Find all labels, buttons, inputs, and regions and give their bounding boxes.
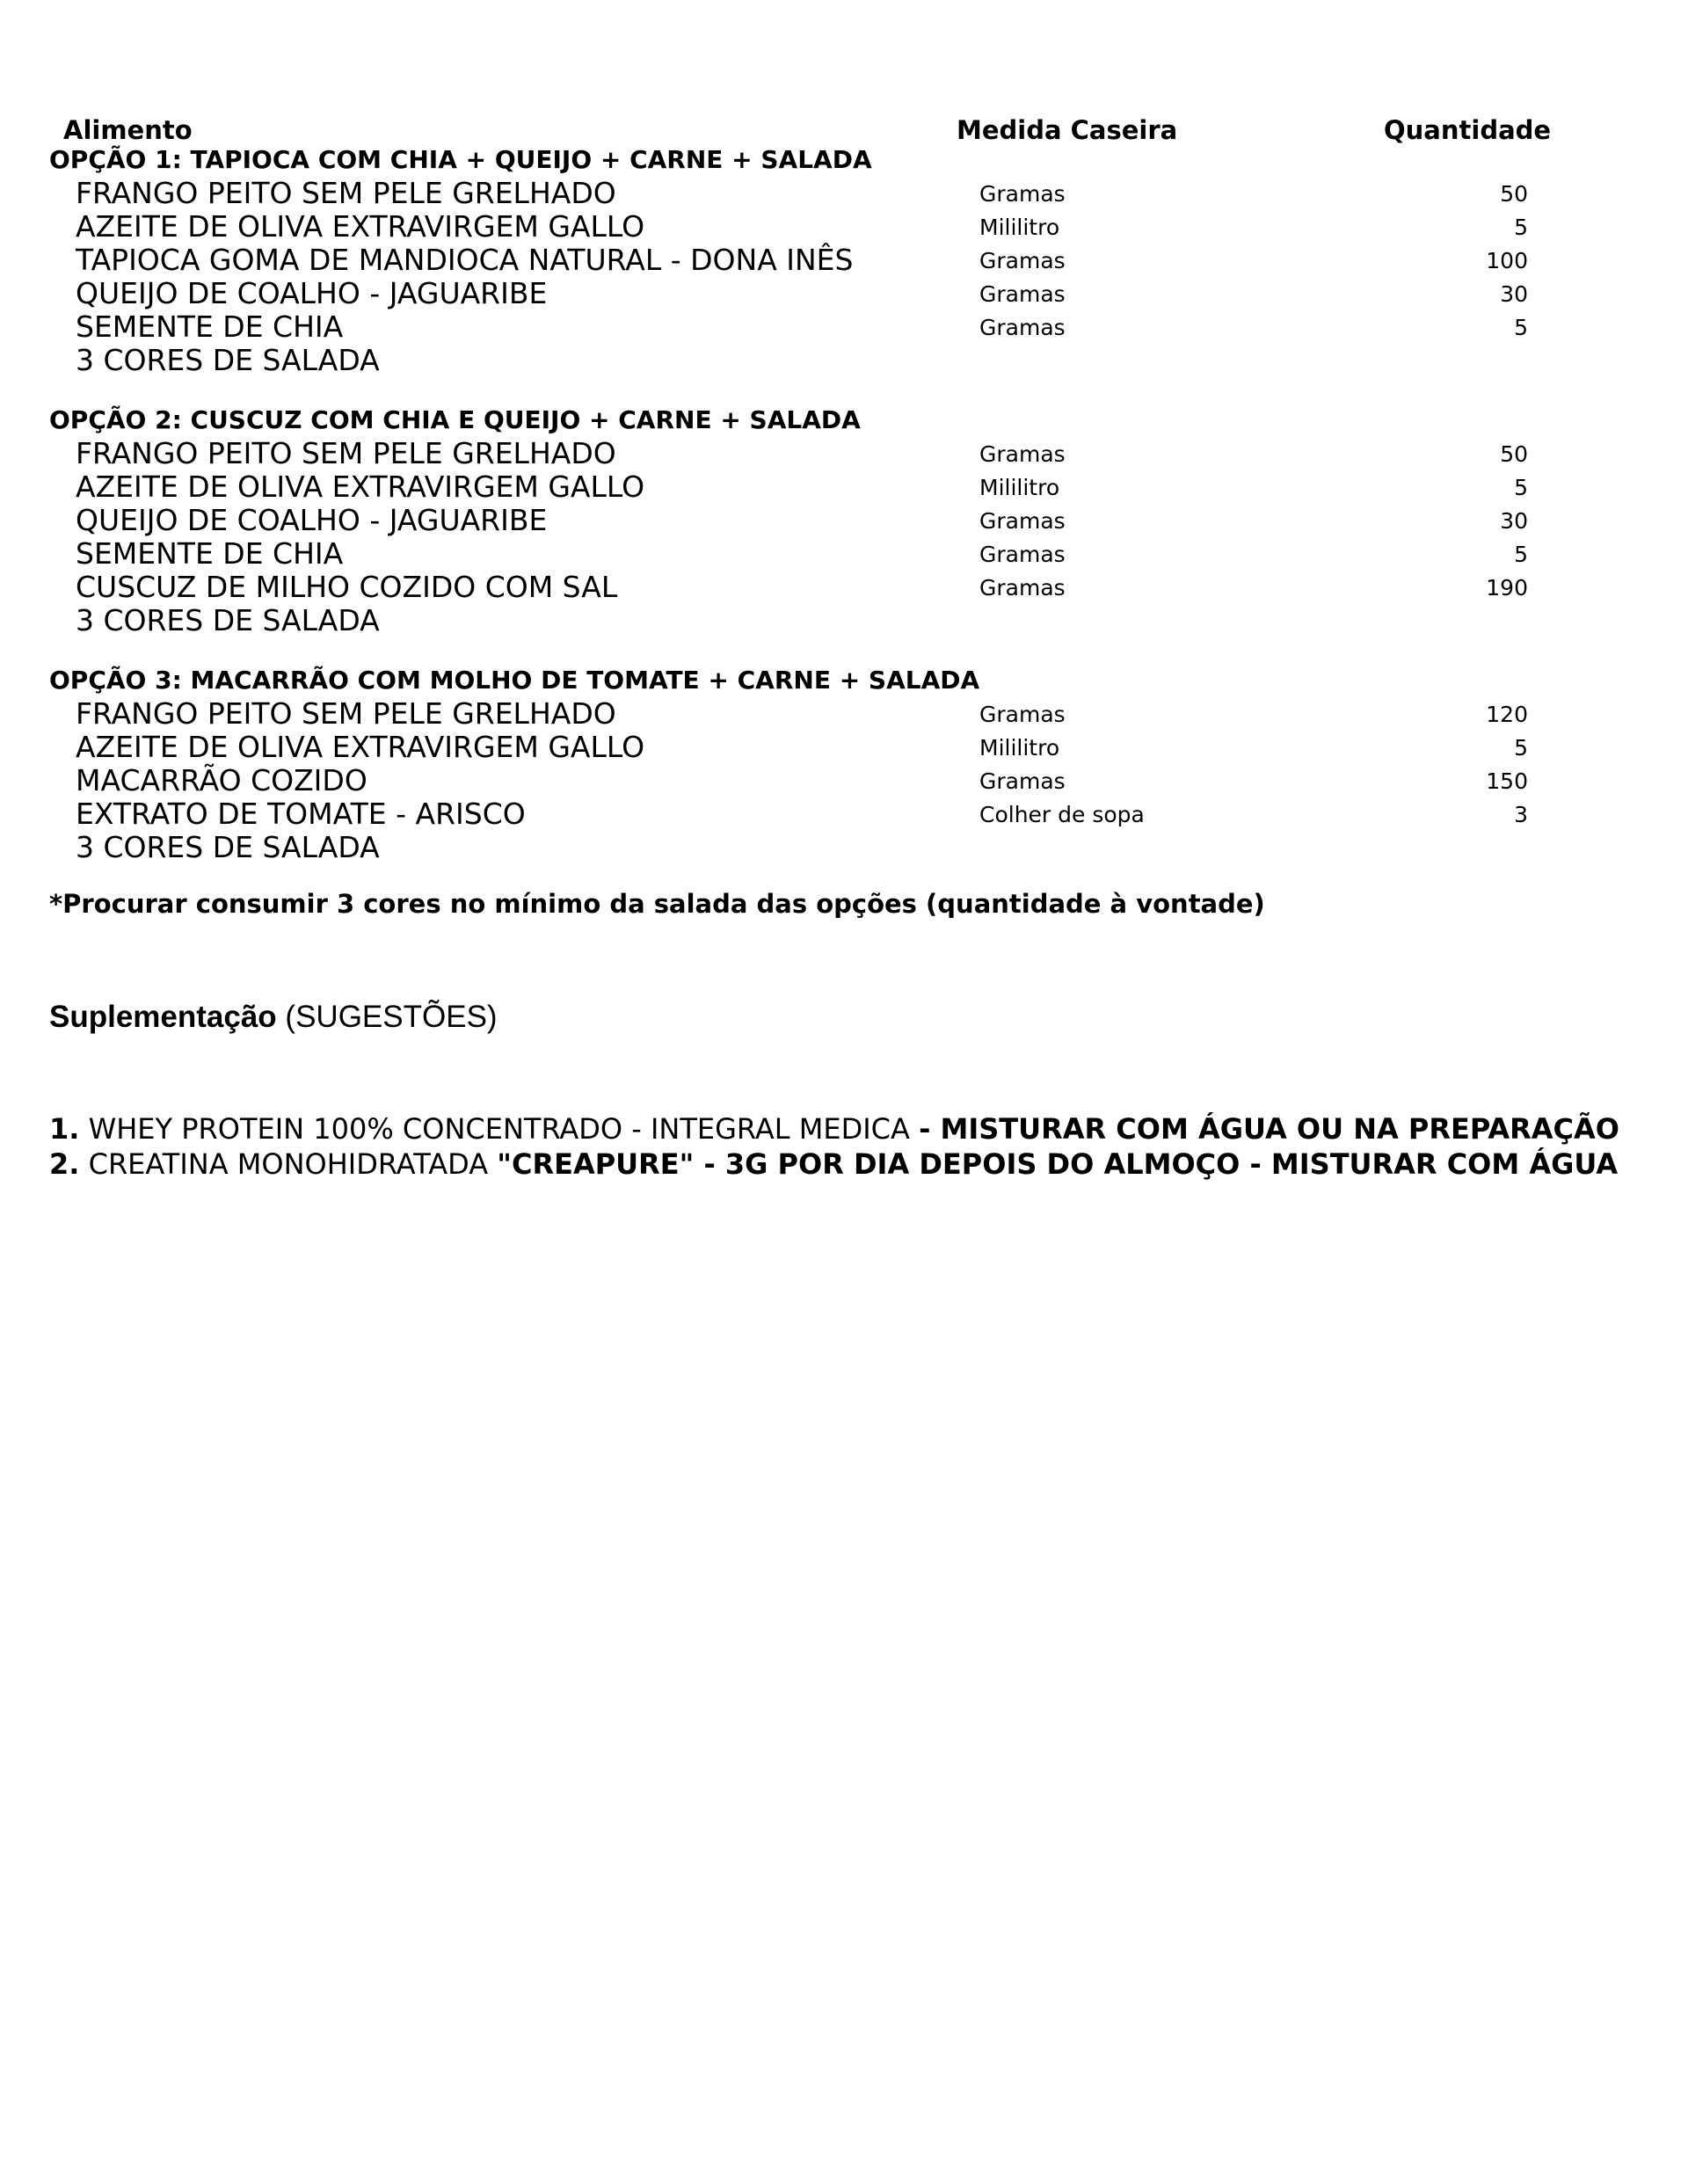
food-quantity: 100 xyxy=(1486,248,1528,273)
supplementation-title xyxy=(49,999,498,1036)
food-unit: Gramas xyxy=(979,441,1066,467)
food-name: SEMENTE DE CHIA xyxy=(76,536,344,571)
food-name: CUSCUZ DE MILHO COZIDO COM SAL xyxy=(76,570,618,604)
food-unit: Gramas xyxy=(979,248,1066,273)
food-quantity: 120 xyxy=(1486,702,1528,727)
table-row xyxy=(0,797,1688,831)
food-name: AZEITE DE OLIVA EXTRAVIRGEM GALLO xyxy=(76,209,645,244)
table-row xyxy=(0,310,1688,344)
food-unit: Colher de sopa xyxy=(979,802,1145,827)
food-unit: Gramas xyxy=(979,702,1066,727)
table-row xyxy=(0,831,1688,864)
food-quantity: 5 xyxy=(1514,735,1528,761)
food-unit: Mililitro xyxy=(979,475,1060,500)
table-row xyxy=(0,731,1688,764)
supplement-text: CREATINA MONOHIDRATADA xyxy=(79,1147,498,1181)
food-name: 3 CORES DE SALADA xyxy=(76,343,380,377)
table-row xyxy=(0,764,1688,797)
column-header-quantidade: Quantidade xyxy=(1384,115,1552,145)
table-row xyxy=(0,470,1688,504)
food-name: 3 CORES DE SALADA xyxy=(76,830,380,864)
option-3-title: OPÇÃO 3: MACARRÃO COM MOLHO DE TOMATE + CARNE + SALADA xyxy=(49,666,980,695)
food-unit: Gramas xyxy=(979,281,1066,307)
food-name: QUEIJO DE COALHO - JAGUARIBE xyxy=(76,276,548,310)
food-unit: Gramas xyxy=(979,508,1066,534)
supplement-number: 1. xyxy=(49,1112,80,1146)
table-row xyxy=(0,437,1688,470)
food-quantity: 50 xyxy=(1500,181,1528,207)
food-name: FRANGO PEITO SEM PELE GRELHADO xyxy=(76,696,616,731)
food-name: AZEITE DE OLIVA EXTRAVIRGEM GALLO xyxy=(76,470,645,504)
supplement-item-1 xyxy=(49,1111,1619,1147)
supplementation-title-bold: Suplementação xyxy=(49,1000,277,1034)
food-quantity: 30 xyxy=(1500,281,1528,307)
food-unit: Gramas xyxy=(979,542,1066,567)
food-quantity: 5 xyxy=(1514,475,1528,500)
food-quantity: 3 xyxy=(1514,802,1528,827)
table-row xyxy=(0,604,1688,637)
supplement-number: 2. xyxy=(49,1147,80,1181)
supplement-text: WHEY PROTEIN 100% CONCENTRADO - INTEGRAL MEDICA xyxy=(79,1112,920,1146)
table-row xyxy=(0,277,1688,310)
food-quantity: 30 xyxy=(1500,508,1528,534)
food-quantity: 50 xyxy=(1500,441,1528,467)
food-unit: Mililitro xyxy=(979,215,1060,240)
food-name: FRANGO PEITO SEM PELE GRELHADO xyxy=(76,436,616,470)
column-header-alimento: Alimento xyxy=(63,115,193,145)
food-unit: Mililitro xyxy=(979,735,1060,761)
food-unit: Gramas xyxy=(979,575,1066,601)
supplement-item-2 xyxy=(49,1147,1618,1182)
option-1-title: OPÇÃO 1: TAPIOCA COM CHIA + QUEIJO + CARNE + SALADA xyxy=(49,145,872,174)
option-2-title: OPÇÃO 2: CUSCUZ COM CHIA E QUEIJO + CARNE + SALADA xyxy=(49,405,861,434)
table-row xyxy=(0,244,1688,277)
food-name: TAPIOCA GOMA DE MANDIOCA NATURAL - DONA INÊS xyxy=(76,243,854,277)
food-name: SEMENTE DE CHIA xyxy=(76,309,344,344)
salad-note: *Procurar consumir 3 cores no mínimo da salada das opções (quantidade à vontade) xyxy=(49,889,1265,919)
food-name: FRANGO PEITO SEM PELE GRELHADO xyxy=(76,176,616,210)
food-unit: Gramas xyxy=(979,768,1066,794)
table-row xyxy=(0,177,1688,210)
table-row xyxy=(0,697,1688,731)
supplementation-title-rest: (SUGESTÕES) xyxy=(276,1000,498,1034)
food-quantity: 5 xyxy=(1514,315,1528,340)
food-name: EXTRATO DE TOMATE - ARISCO xyxy=(76,797,526,831)
table-row xyxy=(0,571,1688,604)
table-row xyxy=(0,537,1688,571)
food-quantity: 190 xyxy=(1486,575,1528,601)
supplement-instructions: - MISTURAR COM ÁGUA OU NA PREPARAÇÃO xyxy=(919,1112,1619,1146)
food-unit: Gramas xyxy=(979,181,1066,207)
supplement-instructions: "CREAPURE" - 3G POR DIA DEPOIS DO ALMOÇO - MISTURAR COM ÁGUA xyxy=(497,1147,1619,1181)
food-name: 3 CORES DE SALADA xyxy=(76,603,380,637)
food-quantity: 5 xyxy=(1514,542,1528,567)
table-row xyxy=(0,344,1688,377)
column-header-medida-caseira: Medida Caseira xyxy=(957,115,1178,145)
table-row xyxy=(0,210,1688,244)
food-name: AZEITE DE OLIVA EXTRAVIRGEM GALLO xyxy=(76,730,645,764)
food-unit: Gramas xyxy=(979,315,1066,340)
table-row xyxy=(0,504,1688,537)
food-name: MACARRÃO COZIDO xyxy=(76,763,367,797)
food-name: QUEIJO DE COALHO - JAGUARIBE xyxy=(76,503,548,537)
food-quantity: 5 xyxy=(1514,215,1528,240)
food-quantity: 150 xyxy=(1486,768,1528,794)
